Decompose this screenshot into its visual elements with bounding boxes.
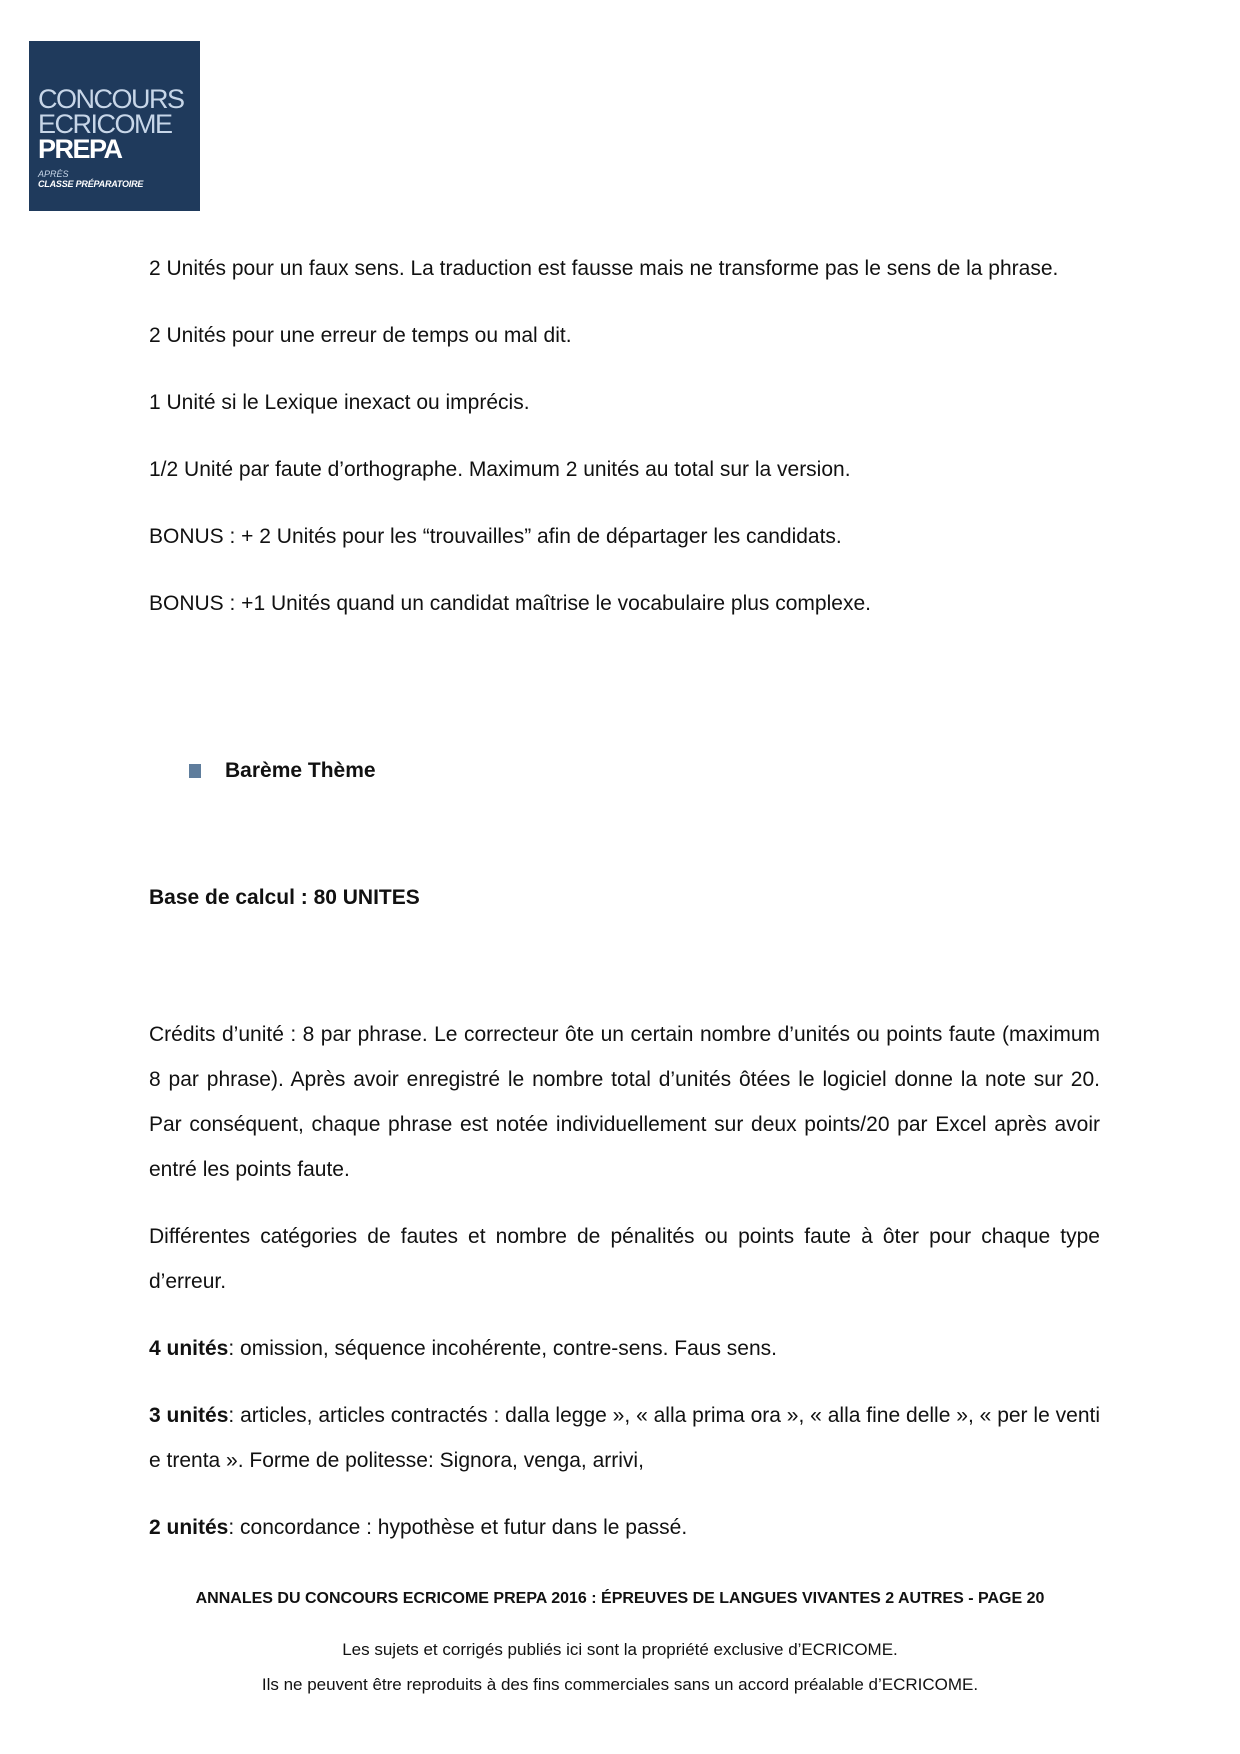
two-units-label: 2 unités <box>149 1516 229 1539</box>
logo-line-concours: CONCOURS <box>38 84 184 114</box>
square-bullet-icon <box>189 764 201 778</box>
credits-paragraph: Crédits d’unité : 8 par phrase. Le correcteur ôte un certain nombre d’unités ou points faute (maximum 8 par phrase). Après avoir enregistré le nombre total d’unités ôtées le logiciel donne la note sur 20. Par conséquent, chaque phrase est notée individuellement sur deux points/20 par Excel après avoir entré les points faute. <box>149 1023 1100 1181</box>
footer-copyright-line1: Les sujets et corrigés publiés ici sont la propriété exclusive d’ECRICOME. <box>342 1640 898 1659</box>
rule-two-units <box>149 1505 1100 1550</box>
rule-temps: 2 Unités pour une erreur de temps ou mal dit. <box>149 324 572 347</box>
rule-bonus-trouvailles: BONUS : + 2 Unités pour les “trouvailles” afin de départager les candidats. <box>149 525 842 548</box>
categories-paragraph: Différentes catégories de fautes et nombre de pénalités ou points faute à ôter pour chaque type d’erreur. <box>149 1225 1100 1293</box>
section-title: Barème Thème <box>225 759 376 782</box>
rule-orthographe: 1/2 Unité par faute d’orthographe. Maximum 2 unités au total sur la version. <box>149 458 851 481</box>
three-units-text: : articles, articles contractés : dalla legge », « alla prima ora », « alla fine delle », « per le venti e trenta ». Forme de politesse: Signora, venga, arrivi, <box>149 1404 1101 1472</box>
footer-copyright-line2: Ils ne peuvent être reproduits à des fins commerciales sans un accord préalable d’ECRICOME. <box>261 1675 979 1694</box>
footer-title: ANNALES DU CONCOURS ECRICOME PREPA 2016 : ÉPREUVES DE LANGUES VIVANTES 2 AUTRES - PAGE 20 <box>195 1590 1045 1607</box>
rule-three-units <box>149 1393 1100 1483</box>
three-units-label: 3 unités <box>149 1404 229 1427</box>
section-heading <box>189 759 376 783</box>
ecricome-logo <box>29 41 200 211</box>
four-units-text: : omission, séquence incohérente, contre-sens. Faus sens. <box>228 1337 777 1360</box>
rule-lexique: 1 Unité si le Lexique inexact ou imprécis. <box>149 391 530 414</box>
logo-line-apres: APRÈS <box>38 169 69 179</box>
rule-four-units <box>149 1326 1100 1371</box>
base-calcul: Base de calcul : 80 UNITES <box>149 886 420 909</box>
logo-line-classe: CLASSE PRÉPARATOIRE <box>38 179 144 189</box>
rule-bonus-vocabulaire: BONUS : +1 Unités quand un candidat maîtrise le vocabulaire plus complexe. <box>149 592 871 615</box>
two-units-text: : concordance : hypothèse et futur dans le passé. <box>228 1516 688 1539</box>
logo-line-ecricome: ECRICOME <box>38 109 172 139</box>
theme-scoring-rules <box>149 1012 1100 1550</box>
logo-line-prepa: PREPA <box>38 134 122 164</box>
version-scoring-rules <box>149 246 1100 626</box>
four-units-label: 4 unités <box>149 1337 229 1360</box>
rule-faux-sens: 2 Unités pour un faux sens. La traduction est fausse mais ne transforme pas le sens de la phrase. <box>149 257 1059 280</box>
